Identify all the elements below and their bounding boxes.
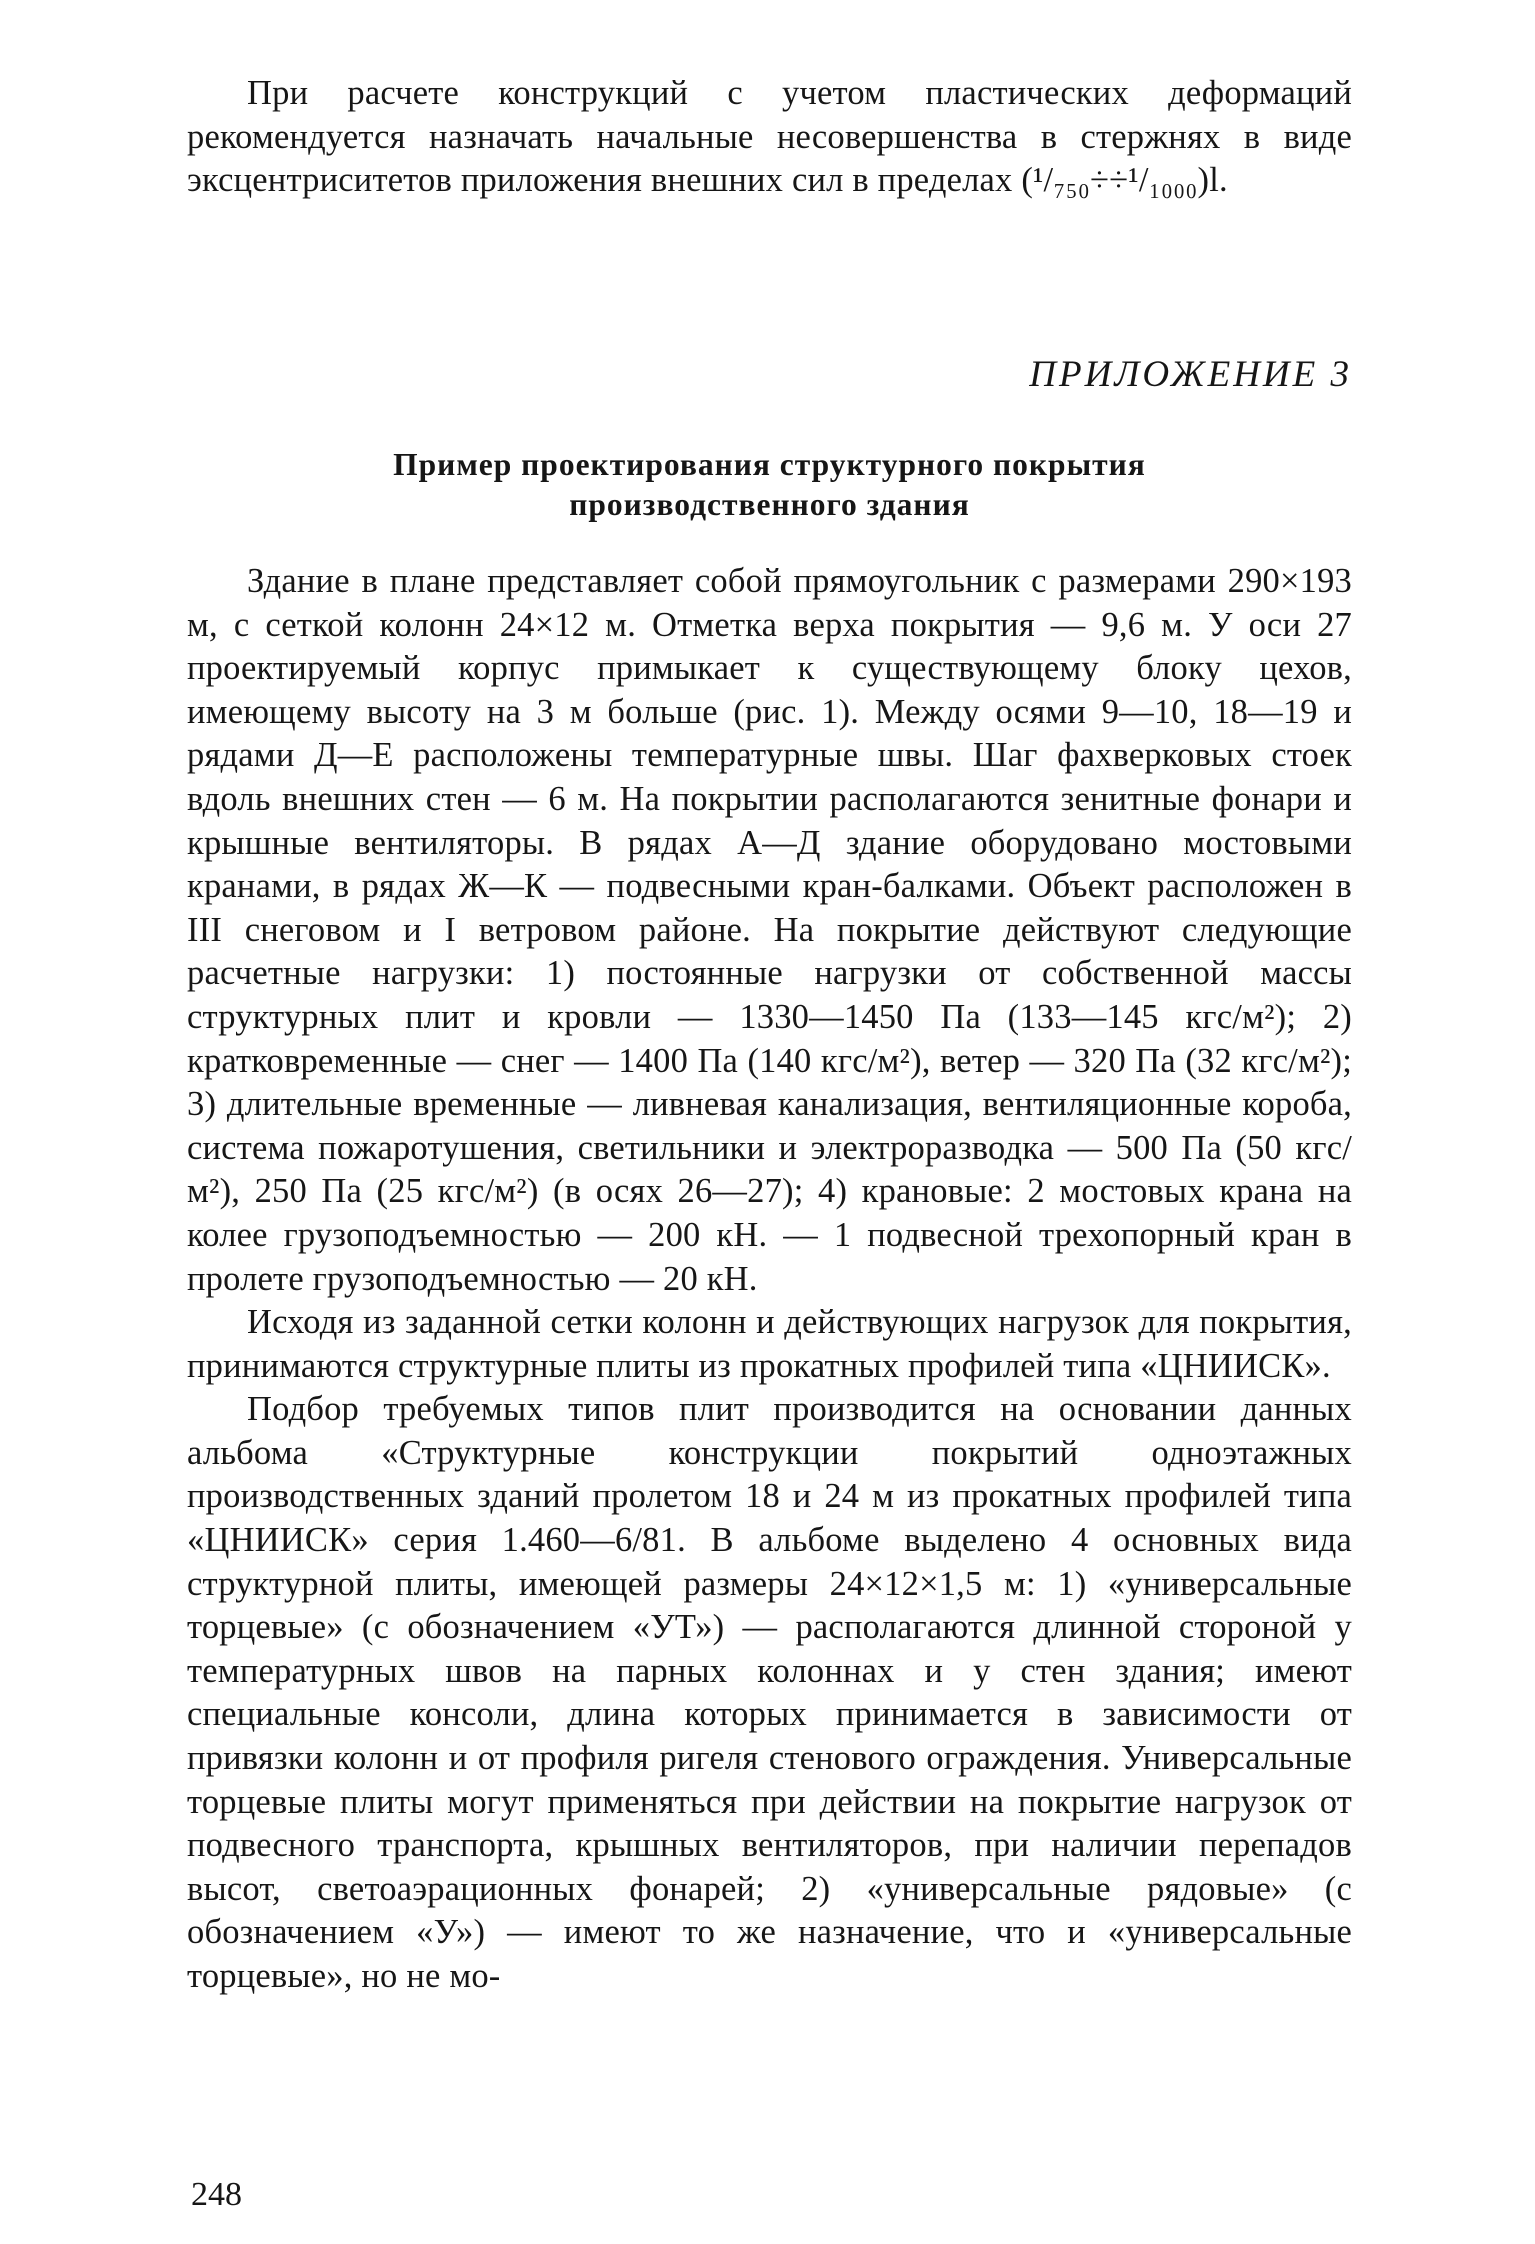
intro-text bbox=[187, 72, 1352, 203]
paragraph-2: Исходя из заданной сетки колонн и действующих нагрузок для покрытия, принимаются структурные плиты из прокатных профилей типа «ЦНИИСК». bbox=[187, 1303, 1352, 1385]
paragraph-3: Подбор требуемых типов плит производится на основании данных альбома «Структурные конструкции покрытий одноэтажных производственных зданий пролетом 18 и 24 м из прокатных профилей типа «ЦНИИСК» серия 1.460—6/81. В альбоме выделено 4 основных вида структурной плиты, имеющей размеры 24×12×1,5 м: 1) «универсальные торцевые» (с обозначением «УТ») — располагаются длинной стороной у температурных швов на парных колоннах и у стен здания; имеют специальные консоли, длина которых принимается в зависимости от привязки колонн и от профиля ригеля стенового ограждения. Универсальные торцевые плиты могут применяться при действии на покрытие нагрузок от подвесного транспорта, крышных вентиляторов, при наличии перепадов высот, светоаэрационных фонарей; 2) «универсальные рядовые» (с обозначением «У») — имеют то же назначение, что и «универсальные торцевые», но не мо- bbox=[187, 1390, 1352, 1995]
section-title bbox=[187, 445, 1352, 525]
intro-paragraph: При расчете конструкций с учетом пластических деформаций рекомендуется назначать начальные несовершенства в стержнях в виде эксцентриситетов приложения внешних сил в пределах (¹/₇₅₀÷÷¹/₁₀₀₀)l. bbox=[187, 74, 1352, 200]
section-title-line1: Пример проектирования структурного покрытия bbox=[393, 447, 1146, 482]
section-title-line2: производственного здания bbox=[569, 487, 970, 522]
paragraph-1: Здание в плане представляет собой прямоугольник с размерами 290×193 м, с сеткой колонн 24×12 м. Отметка верха покрытия — 9,6 м. У оси 27 проектируемый корпус примыкает к существующему блоку цехов, имеющему высоту на 3 м больше (рис. 1). Между осями 9—10, 18—19 и рядами Д—Е расположены температурные швы. Шаг фахверковых стоек вдоль внешних стен — 6 м. На покрытии располагаются зенитные фонари и крышные вентиляторы. В рядах А—Д здание оборудовано мостовыми кранами, в рядах Ж—К — подвесными кран-балками. Объект расположен в III снеговом и I ветровом районе. На покрытие действуют следующие расчетные нагрузки: 1) постоянные нагрузки от собственной массы структурных плит и кровли — 1330—1450 Па (133—145 кгс/м²); 2) кратковременные — снег — 1400 Па (140 кгс/м²), ветер — 320 Па (32 кгс/м²); 3) длительные временные — ливневая канализация, вентиляционные короба, система пожаротушения, светильники и электроразводка — 500 Па (50 кгс/м²), 250 Па (25 кгс/м²) (в осях 26—27); 4) крановые: 2 мостовых крана на колее грузоподъемностью — 200 кН. — 1 подвесной трехопорный кран в пролете грузоподъемностью — 20 кН. bbox=[187, 562, 1352, 1298]
body-text bbox=[187, 560, 1352, 1999]
appendix-label: ПРИЛОЖЕНИЕ 3 bbox=[1029, 354, 1352, 395]
page-number: 248 bbox=[191, 2176, 242, 2213]
